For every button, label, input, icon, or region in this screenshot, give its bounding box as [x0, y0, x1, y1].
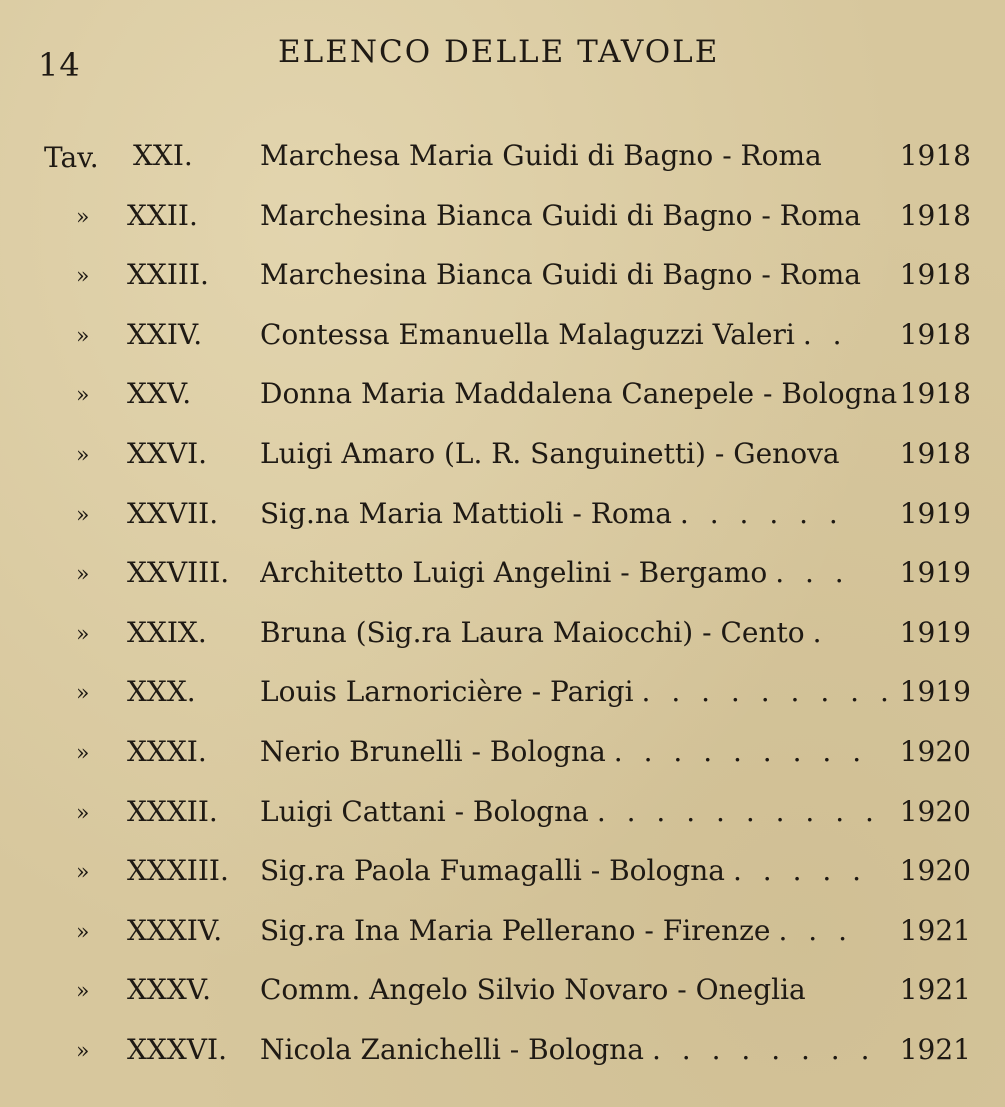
- plate-title-text: Sig.na Maria Mattioli - Roma: [260, 496, 672, 530]
- plate-entry: [0, 250, 1005, 310]
- plate-entry: [0, 965, 1005, 1025]
- plate-numeral: XXX.: [127, 675, 196, 709]
- plate-entry: [0, 1025, 1005, 1085]
- ditto-mark: »: [76, 502, 90, 528]
- plate-numeral: XXIX.: [127, 615, 207, 649]
- ditto-mark: »: [76, 323, 90, 349]
- ditto-mark: »: [76, 621, 90, 647]
- dot-leaders: .: [812, 615, 828, 649]
- plate-entry: [0, 787, 1005, 847]
- ditto-mark: »: [76, 681, 90, 707]
- plate-entry: [0, 310, 1005, 370]
- plate-year: 1918: [899, 139, 971, 172]
- plate-entry: [0, 489, 1005, 549]
- ditto-mark: »: [76, 740, 90, 766]
- plate-title: [260, 139, 900, 172]
- plate-title: [260, 854, 900, 887]
- dot-leaders: [861, 199, 869, 232]
- dot-leaders: . . .: [778, 913, 853, 947]
- plate-title: [260, 497, 900, 530]
- plate-entry: [0, 131, 1005, 191]
- plate-year: 1919: [899, 675, 971, 709]
- ditto-mark: »: [76, 800, 90, 826]
- dot-leaders: [861, 258, 869, 291]
- plate-title-text: Marchesina Bianca Guidi di Bagno - Roma: [260, 258, 861, 292]
- plate-numeral: XXV.: [127, 377, 192, 411]
- plate-entry: [0, 369, 1005, 429]
- ditto-mark: »: [76, 979, 90, 1005]
- plate-title-text: Nerio Brunelli - Bologna: [260, 734, 606, 768]
- plate-title-text: Nicola Zanichelli - Bologna: [260, 1032, 644, 1066]
- plate-year: 1921: [899, 1032, 971, 1066]
- dot-leaders: . . . . . . . .: [652, 1032, 876, 1066]
- plate-numeral: XXXI.: [127, 734, 207, 768]
- dot-leaders: [806, 973, 814, 1006]
- ditto-mark: »: [76, 562, 90, 588]
- plate-title: [260, 616, 900, 649]
- plate-title: [260, 377, 900, 410]
- plate-numeral: XXXVI.: [127, 1032, 227, 1066]
- plate-entry: [0, 727, 1005, 787]
- plate-title-text: Comm. Angelo Silvio Novaro - Oneglia: [260, 973, 806, 1007]
- plate-title-text: Sig.ra Paola Fumagalli - Bologna: [260, 854, 725, 888]
- dot-leaders: [822, 139, 830, 172]
- plate-title-text: Louis Larnoricière - Parigi: [260, 675, 634, 709]
- plate-numeral: XXII.: [127, 198, 198, 232]
- ditto-mark: »: [76, 204, 90, 230]
- plate-title: [260, 437, 900, 470]
- plate-entry: [0, 429, 1005, 489]
- plate-list: [0, 131, 1005, 1085]
- plate-year: 1918: [899, 198, 971, 232]
- plate-year: 1918: [899, 436, 971, 470]
- plate-title: [260, 556, 900, 589]
- plate-numeral: XXIII.: [127, 258, 209, 292]
- entry-prefix: Tav.: [44, 141, 99, 174]
- plate-title: [260, 258, 900, 291]
- plate-title: [260, 914, 900, 947]
- plate-title-text: Donna Maria Maddalena Canepele - Bologna: [260, 377, 898, 411]
- plate-numeral: XXVII.: [127, 496, 219, 530]
- dot-leaders: . . . . . . . . . .: [596, 794, 880, 828]
- plate-numeral: XXVI.: [127, 436, 208, 470]
- dot-leaders: . . . . . . . . .: [613, 734, 868, 768]
- dot-leaders: . . . . .: [732, 854, 868, 888]
- ditto-mark: »: [76, 1038, 90, 1064]
- plate-year: 1919: [899, 615, 971, 649]
- plate-year: 1918: [899, 317, 971, 351]
- ditto-mark: »: [76, 383, 90, 409]
- dot-leaders: . . . . . .: [679, 496, 844, 530]
- dot-leaders: . . . . . . . . .: [641, 675, 895, 709]
- plate-year: 1918: [899, 377, 971, 411]
- plate-numeral: XXXIII.: [127, 854, 229, 888]
- plate-title-text: Luigi Cattani - Bologna: [260, 794, 589, 828]
- plate-title-text: Sig.ra Ina Maria Pellerano - Firenze: [260, 913, 771, 947]
- ditto-mark: »: [76, 919, 90, 945]
- dot-leaders: . .: [802, 317, 848, 351]
- plate-entry: [0, 667, 1005, 727]
- dot-leaders: [840, 437, 848, 470]
- plate-numeral: XXXV.: [127, 973, 212, 1007]
- plate-entry: [0, 191, 1005, 251]
- plate-title-text: Luigi Amaro (L. R. Sanguinetti) - Genova: [260, 436, 840, 470]
- plate-numeral: XXXII.: [127, 794, 218, 828]
- plate-numeral: XXVIII.: [127, 556, 230, 590]
- plate-year: 1921: [899, 973, 971, 1007]
- plate-title-text: Marchesina Bianca Guidi di Bagno - Roma: [260, 198, 861, 232]
- ditto-mark: »: [76, 860, 90, 886]
- plate-year: 1920: [899, 854, 971, 888]
- plate-title: [260, 973, 900, 1006]
- plate-year: 1921: [899, 913, 971, 947]
- plate-title: [260, 199, 900, 232]
- ditto-mark: »: [76, 442, 90, 468]
- plate-numeral: XXXIV.: [127, 913, 223, 947]
- plate-title: [260, 1033, 900, 1066]
- plate-year: 1919: [899, 496, 971, 530]
- plate-title: [260, 675, 900, 708]
- plate-entry: [0, 846, 1005, 906]
- plate-title: [260, 318, 900, 351]
- running-head: ELENCO DELLE TAVOLE: [278, 34, 720, 70]
- plate-title-text: Contessa Emanuella Malaguzzi Valeri: [260, 317, 795, 351]
- plate-year: 1919: [899, 556, 971, 590]
- plate-numeral: XXI.: [133, 139, 193, 172]
- ditto-mark: »: [76, 264, 90, 290]
- plate-title-text: Marchesa Maria Guidi di Bagno - Roma: [260, 139, 822, 172]
- plate-entry: [0, 548, 1005, 608]
- dot-leaders: . . .: [775, 556, 850, 590]
- plate-title-text: Bruna (Sig.ra Laura Maiocchi) - Cento: [260, 615, 805, 649]
- plate-title: [260, 795, 900, 828]
- plate-entry: [0, 608, 1005, 668]
- plate-year: 1920: [899, 734, 971, 768]
- plate-numeral: XXIV.: [127, 317, 203, 351]
- page-number: 14: [38, 46, 81, 84]
- plate-title-text: Architetto Luigi Angelini - Bergamo: [260, 556, 768, 590]
- plate-title: [260, 735, 900, 768]
- plate-year: 1918: [899, 258, 971, 292]
- plate-year: 1920: [899, 794, 971, 828]
- plate-entry: [0, 906, 1005, 966]
